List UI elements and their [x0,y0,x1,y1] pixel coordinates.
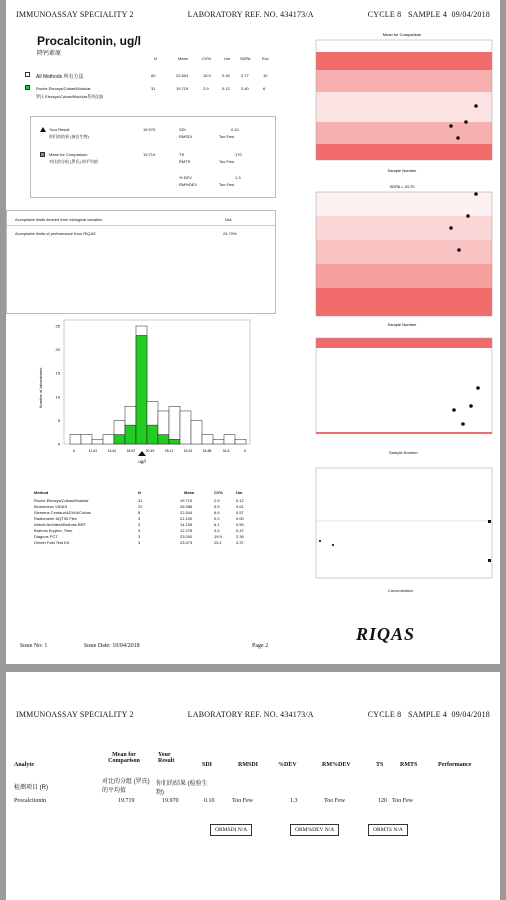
chart2-xlabel: Sample Number [387,322,417,327]
limits-box [6,210,276,314]
histogram-y-tick: 25 [55,323,60,329]
method-value-cell: 0.12 [236,498,244,503]
histogram-chart [36,318,254,464]
mean-label: Mean for Comparison [49,152,88,157]
ormts-box: ORMTS N/A [368,824,408,836]
method-value-cell: 3 [138,534,141,539]
histogram-bar-all [92,439,103,444]
chart4-point [488,520,491,523]
roche-sdpa: 2.40 [241,86,249,91]
method-value-cell: 3 [138,516,141,521]
mean-col-header: Mean [184,490,195,495]
chart1-point [449,124,453,128]
histogram-xlabel: ug/l [138,459,146,464]
sdpa-band-4 [316,288,492,316]
chart2-point [466,214,470,218]
roche-n: 31 [151,86,156,91]
row-rmts: Too Few [392,798,414,804]
concentration-chart [306,464,500,594]
cycle: CYCLE 8 [367,10,402,19]
sdi-label: SDI [179,127,186,132]
comparison-chart-1 [306,30,500,178]
histogram-bar-all [235,439,246,444]
method-value-cell: 31 [138,498,143,503]
histogram-bar-roche [136,335,147,444]
report-date-2: 09/04/2018 [451,710,490,719]
sdpa-band-0 [316,192,492,216]
sdpa-title: SDPA = 24.70 [389,184,415,189]
method-value-cell: 4.4 [214,528,220,533]
method-value-cell: 21.100 [180,516,193,521]
method-value-cell: 14.155 [180,522,193,527]
histogram-bar-all [81,435,92,444]
method-value-cell: 3.37 [236,540,244,545]
method-name-cell: Biomerieux VIDAS [34,504,68,509]
method-value-cell: 0.0 [214,516,220,521]
method-value-cell: 19.9 [214,534,222,539]
result-box [30,116,276,198]
histogram-y-tick: 5 [57,417,60,423]
all-exc: 10 [263,73,268,78]
sdpa-band-1 [316,216,492,240]
bio-variation-label: Acceptable limits derived from biological variation [15,217,103,222]
method-value-cell: 22.344 [180,510,193,515]
rmts-value: Too Few [219,159,235,164]
result-cn-2: 你们的结果 (检验生物) [156,781,208,796]
method-value-cell: 6.6 [214,510,220,515]
sample-2: SAMPLE 4 [407,710,448,719]
col-performance: Performance [438,762,472,768]
lab-ref-2: LABORATORY REF. NO. 434173/A [187,710,314,719]
analyte-cn-2: 检测项目 (R) [14,785,48,791]
chart2-point [449,226,453,230]
col-rmdev: RM%DEV [322,762,351,768]
histogram-x-tick: 13.61 [107,449,117,453]
rmts-label: RMTS [179,159,191,164]
histogram-bar-all [70,435,81,444]
row-dev: 1.3 [290,798,298,804]
report-header [16,10,490,19]
page-number: Page 2 [252,643,269,649]
n-col-header: N [138,490,141,495]
histogram-y-tick: 20 [55,347,60,353]
method-value-cell: 19.719 [180,498,193,503]
roche-label-cn: 罗氏 Elecsys/Cobas/Modular系列仪器 [36,94,104,99]
analyte-title: Procalcitonin, ug/l [37,34,142,48]
ts-label: TS [179,152,185,157]
lab-ref: LABORATORY REF. NO. 434173/A [187,10,314,19]
histogram-bar-roche [114,435,125,444]
chart4-frame [316,468,492,578]
histogram-bar-all [202,435,213,444]
all-um: 0.45 [222,73,230,78]
method-name-cell: Radiometer AQT90 Flex [34,516,77,521]
histogram-bar-roche [125,425,136,444]
roche-um: 0.12 [222,86,230,91]
band-red-top [316,52,492,70]
histogram-bar-all [180,411,191,444]
row-mean: 19.719 [118,798,135,804]
all-methods-legend-icon [25,72,30,77]
band-pink-top [316,70,492,92]
histogram-x-ticks [73,449,246,453]
method-name-cell: Getein Fast Test Kit [34,540,69,545]
chart1-point [464,120,468,124]
histogram-x-tick: 11.61 [88,449,98,453]
report-page-1 [6,0,500,664]
histogram-x-tick: 20.49 [145,449,155,453]
sdpa-chart [306,182,500,330]
row-sdi: 0.10 [204,798,215,804]
issue-date: Issue Date: 10/04/2018 [84,643,140,649]
roche-label: Roche Elecsys/Cobas/Modular [36,86,91,91]
histogram-bar-roche [158,435,169,444]
roche-exc: 6 [263,86,266,91]
comparison-chart-title: Mean for Comparison [382,32,422,37]
chart2-point [457,248,461,252]
histogram-bar-roche [169,439,180,444]
your-result-marker-icon [40,127,46,132]
method-value-cell: 23.573 [180,540,193,545]
chart3-point [461,422,465,426]
rmdev-label: RM%DEV [179,182,198,187]
chart3-xlabel: Sample Number [389,450,418,455]
ormdev-box: ORM%DEV N/A [290,824,339,836]
report-header-2 [16,710,490,719]
chart3-point [452,408,456,412]
histogram-x-tick: 16.91 [183,449,193,453]
method-value-cell: 0.61 [236,504,244,509]
mean-cn: 对比的分组 (罗氏) 的平均值 [49,159,98,164]
your-result-value: 19.970 [143,127,156,132]
method-value-cell: 8 [138,510,141,515]
method-value-cell: 0.47 [236,528,244,533]
method-name-cell: Roche Elecsys/Cobas/Modular [34,498,89,503]
col-dev: %DEV [278,762,297,768]
your-result-label: Your Result [49,127,70,132]
histogram-x-tick: 31.6 [222,449,230,453]
method-value-cell: 12.278 [180,528,193,533]
col-rmsdi: RMSDI [238,762,259,768]
col-analyte: Analyte [14,762,34,768]
mean-value: 19.719 [143,152,156,157]
rmdev-value: Too Few [219,182,235,187]
method-value-cell: 26.986 [180,504,193,509]
report-page-2 [6,672,500,900]
all-methods-label: All Methods 所有方法 [36,74,84,80]
method-name-cell: Brahms Kryptor, Time [34,528,73,533]
method-name-cell: Diagnos PCT [34,534,58,539]
riqas-limits-label: Acceptable limits of performance from RIQAS [15,231,96,236]
dev-label: % DEV [179,175,192,180]
rmsdi-value: Too Few [219,134,235,139]
method-name-cell: Abbott Architect/Brahms BRT [34,522,86,527]
method-value-cell: 3 [138,540,141,545]
method-value-cell: 3 [138,528,141,533]
col-rmts: RMTS [400,762,418,768]
histogram-bar-roche [147,425,158,444]
method-value-cell: 0.00 [236,516,244,521]
col-sdi: SDI [202,762,213,768]
mean-legend-icon [40,152,45,157]
col-ts: TS [376,762,384,768]
dept-name: IMMUNOASSAY SPECIALITY 2 [16,10,134,19]
chart4-point [332,544,334,546]
riqas-limits-value: 24.70% [223,231,237,236]
chart4-xlabel: Concentration [388,588,413,593]
method-value-cell: 0.50 [236,522,244,527]
method-value-cell: 0.57 [236,510,244,515]
chart1-point [474,104,478,108]
histogram-bar-all [191,420,202,444]
trend-band-top [316,338,492,348]
histogram-ylabel: Number of laboratories [38,367,43,409]
histogram-y-ticks [56,324,61,447]
ts-value: 170 [235,152,242,157]
your-result-cn: 你们的结果 (备注生物) [49,134,89,139]
rmsdi-label: RMSDI [179,134,192,139]
chart1-point [456,136,460,140]
col-mean-comparison: Mean for Comparison [108,752,140,764]
trend-chart [306,334,500,434]
row-rmsdi: Too Few [232,798,254,804]
trend-band-mid [316,348,492,432]
ormsdi-box: ORMSDI N/A [210,824,252,836]
limits-divider [7,225,275,226]
histogram-bar-all [213,439,224,444]
col-your-result: Your Result [158,752,175,764]
all-n: 60 [151,73,156,78]
method-col-header: Method [34,490,49,495]
band-red-bottom [316,144,492,160]
method-value-cell: 5.5 [214,504,220,509]
chart4-point [319,540,321,542]
band-light [316,92,492,122]
sdpa-band-2 [316,240,492,264]
analyte-cn: 降钙素原 [37,51,62,57]
histogram-y-tick: 10 [55,394,60,400]
histogram-x-tick: 18.67 [126,449,136,453]
histogram-x-tick: 6 [244,449,246,453]
all-mean: 22.604 [176,73,189,78]
histogram-x-tick: 24.88 [202,449,212,453]
method-value-cell: 23.000 [180,534,193,539]
method-value-cell: 6.1 [214,522,220,527]
histogram-bar-all [224,435,235,444]
col-um: Um [224,56,231,61]
chart4-point [488,559,491,562]
chart3-point [476,386,480,390]
col-exc: Exc [262,56,269,61]
method-value-cell: 2.9 [214,498,220,503]
cv-col-header: CV% [214,490,224,495]
report-date: 09/04/2018 [451,10,490,19]
all-cv: 15.9 [203,73,211,78]
cycle-2: CYCLE 8 [367,710,402,719]
chart3-point [469,404,473,408]
method-name-cell: Siemens Centaur/ADVIA/Cobas [34,510,91,515]
col-mean: Mean [178,56,189,61]
all-sdpa: 2.77 [241,73,249,78]
histogram-y-tick: 15 [55,370,60,376]
riqas-logo: RIQAS [356,624,416,644]
sdpa-band-3 [316,264,492,288]
histogram-bar-all [103,435,114,444]
col-cv: CV% [202,56,212,61]
col-sdpa: SDPA [240,56,251,61]
method-value-cell: 22 [138,504,143,509]
row-rmdev: Too Few [324,798,346,804]
row-ts: 120 [378,798,387,804]
histogram-y-tick: 0 [57,441,60,447]
issue-no: Issue No: 1 [20,643,48,649]
row-analyte: Procalcitonin [14,798,46,804]
dev-value: 1.3 [235,175,241,180]
method-value-cell: 2.39 [236,534,244,539]
col-n: N [154,56,157,61]
sample: SAMPLE 4 [407,10,448,19]
sdi-value: 0.10 [231,127,239,132]
histogram-x-tick: 25.11 [164,449,174,453]
bio-variation-value: N/A [225,217,232,222]
band-pink-bottom [316,122,492,144]
chart2-point [474,192,478,196]
roche-mean: 19.719 [176,86,189,91]
histogram-bar-all [169,406,180,444]
row-result: 19.970 [162,798,179,804]
histogram-x-tick: 6 [73,449,75,453]
chart1-xlabel: Sample Number [387,168,417,173]
mean-cn-2: 对比的分组 (罗氏) 的平均值 [102,779,150,794]
roche-legend-icon [25,85,30,90]
roche-cv: 2.9 [203,86,209,91]
method-value-cell: 3 [138,522,141,527]
method-value-cell: 25.1 [214,540,222,545]
trend-band-bottom [316,432,492,434]
um-col-header: Um [236,490,243,495]
dept-name-2: IMMUNOASSAY SPECIALITY 2 [16,710,134,719]
